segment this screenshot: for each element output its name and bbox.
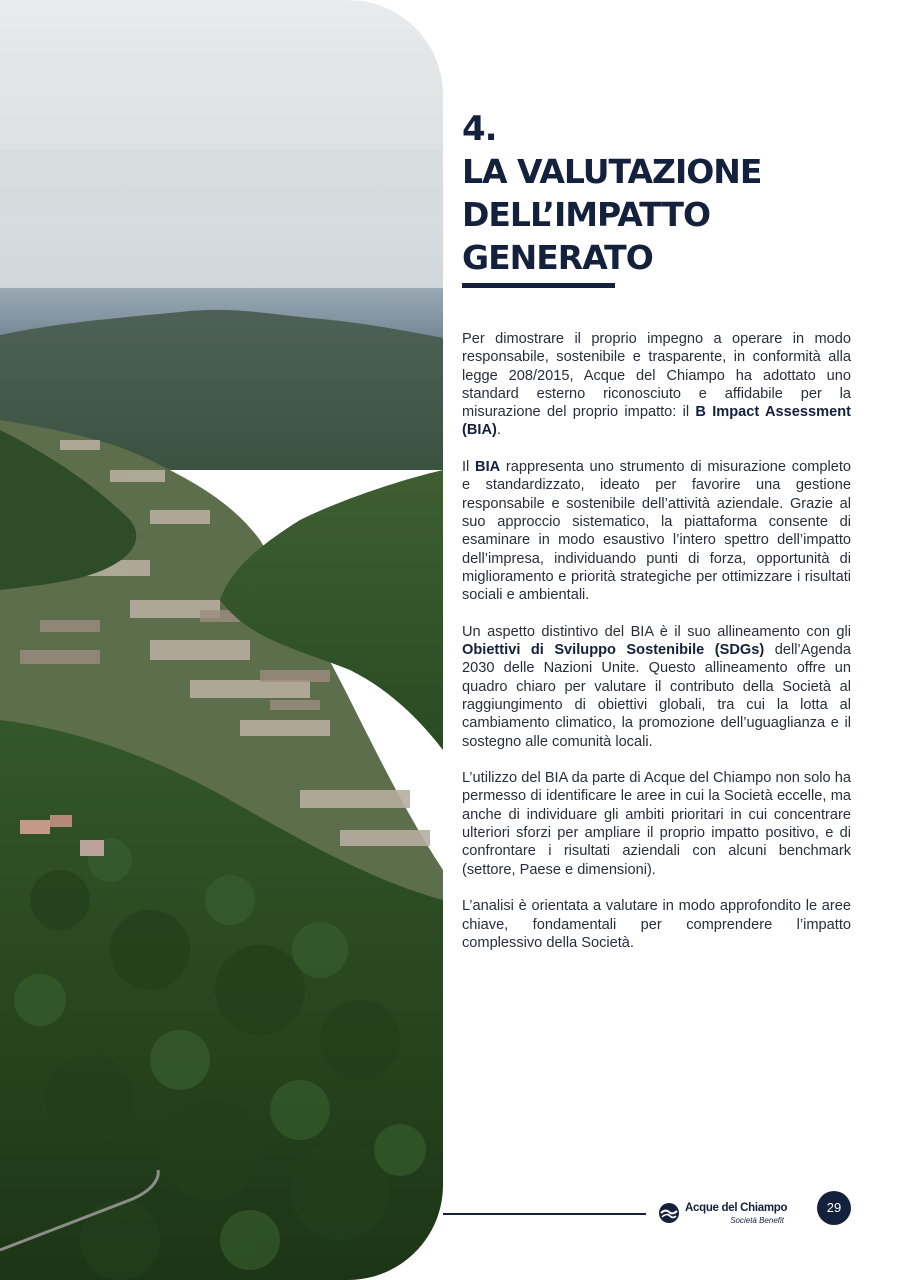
page-number: 29: [817, 1191, 851, 1225]
heading-underline: [462, 283, 615, 288]
company-logo: [658, 1200, 788, 1228]
water-drop-logo-icon: [658, 1202, 680, 1224]
paragraph-text: dell’Agenda 2030 delle Nazioni Unite. Questo allineamento offre un quadro chiaro per valutare il contributo della Società al raggiungimento di obiettivi globali, tra cui la lotta al cambiamento climatico, la promozione dell’uguaglianza e il sostegno alle comunità locali.: [462, 642, 851, 750]
valley-photo: [0, 0, 443, 1280]
paragraph: [462, 769, 851, 879]
bold-term: BIA: [475, 459, 501, 476]
chapter-title: LA VALUTAZIONE DELL’IMPATTO GENERATO: [462, 152, 762, 277]
paragraph-text: Il: [462, 459, 476, 476]
paragraph-text: .: [496, 422, 501, 439]
brand-subtitle: Società Benefit: [730, 1216, 784, 1225]
brand-name: Acque del Chiampo: [685, 1202, 788, 1214]
paragraph-text: rappresenta uno strumento di misurazione completo e standardizzato, ideato per favorire una gestione responsabile e sostenibile dell’attività aziendale. Grazie al suo approccio sistematico, la piattaforma consente di esaminare in modo esaustivo l’intero spettro dell’impatto dell’impresa, individuando punti di forza, opportunità di miglioramento e priorità strategiche per ottimizzare i risultati sociali e ambientali.: [462, 459, 852, 604]
paragraph: [462, 897, 851, 952]
footer-divider: [443, 1213, 646, 1215]
paragraph-text: L’analisi è orientata a valutare in modo approfondito le aree chiave, fondamentali per comprendere l’impatto complessivo della Società.: [462, 898, 851, 951]
bold-term: B Impact Assessment (BIA): [462, 404, 851, 439]
paragraph-text: Per dimostrare il proprio impegno a operare in modo responsabile, sostenibile e trasparente, in conformità alla legge 208/2015, Acque del Chiampo ha adottato uno standard esterno riconosciuto e affidabile per la misurazione del proprio impatto: il: [462, 331, 851, 421]
bold-term: Obiettivi di Sviluppo Sostenibile (SDGs): [462, 642, 765, 659]
paragraph: [462, 330, 851, 440]
body-text: [462, 330, 851, 970]
paragraph: [462, 458, 851, 604]
chapter-number: 4.: [462, 109, 497, 149]
valley-landscape-image: [0, 0, 443, 1280]
chapter-heading: [462, 108, 882, 288]
paragraph-text: Un aspetto distintivo del BIA è il suo allineamento con gli: [462, 623, 851, 640]
paragraph-text: L’utilizzo del BIA da parte di Acque del Chiampo non solo ha permesso di identificare le aree in cui la Società eccelle, ma anche di individuare gli ambiti prioritari in cui concentrare ulteriori sforzi per ampliare il proprio impatto positivo, e di confrontare i risultati aziendali con alcuni benchmark (settore, Paese e dimensioni).: [462, 770, 851, 878]
paragraph: [462, 623, 851, 751]
